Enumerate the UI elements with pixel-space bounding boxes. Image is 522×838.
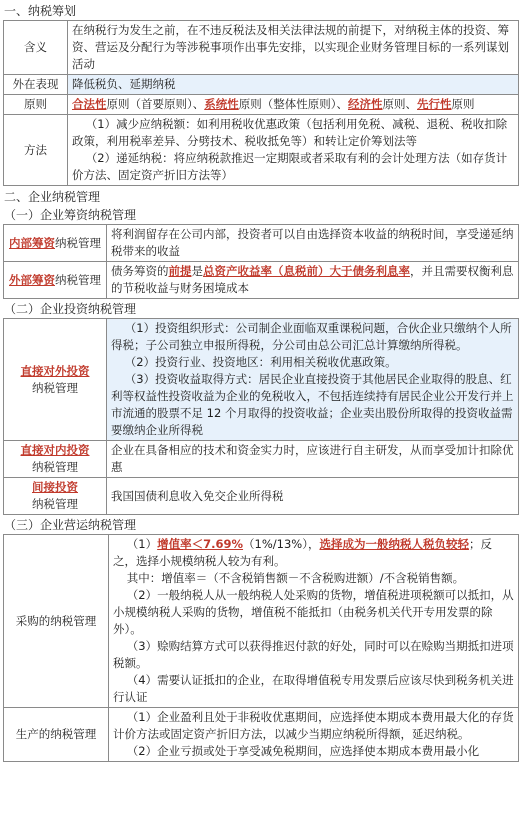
internal-financing-label [4,225,107,262]
direct-external-text [107,319,519,441]
principle-legality-note: 原则（首要原则）、 [106,97,205,111]
table-row [4,115,519,186]
investment-point-1: （1）投资组织形式：公司制企业面临双重课税问题，合伙企业只缴纳个人所得税；子公司独立申报所得税，分公司由总公司汇总计算缴纳所得税。 [111,321,512,352]
internal-financing-red: 内部筹资 [9,235,55,250]
table-row [4,535,519,708]
principle-text [68,95,519,115]
table-row [4,319,519,441]
financing-table [3,224,519,299]
table-row [4,75,519,95]
internal-financing-suffix: 纳税管理 [55,235,101,250]
principle-system: 系统性 [204,97,239,111]
direct-internal-label [4,441,107,478]
principle-economy: 经济性 [348,97,383,111]
meaning-label: 含义 [4,21,68,75]
investment-table [3,318,519,515]
general-taxpayer-red: 选择成为一般纳税人税负较轻 [319,537,469,551]
section-1-title: 一、纳税筹划 [4,4,77,18]
external-label: 外在表现 [4,75,68,95]
principle-economy-note: 原则、 [382,97,417,111]
purchase-text [109,535,519,708]
method-label: 方法 [4,115,68,186]
principle-priority-note: 原则 [451,97,475,111]
method-1: （1）减少应纳税额：如利用税收优惠政策（包括利用免税、减税、退税、税收扣除政策，利用税率差异、分劈技术、税收抵免等）和转让定价筹划法等 [72,117,508,148]
vat-rate-red: 增值率＜7.69% [157,537,244,551]
investment-subtitle: （二）企业投资纳税管理 [4,302,137,316]
principle-legality: 合法性 [72,97,107,111]
table-row [4,708,519,762]
direct-external-suffix: 纳税管理 [32,380,78,395]
table-row [4,478,519,515]
tax-planning-table [3,20,519,186]
direct-external-red: 直接对外投资 [20,363,90,378]
table-row [4,441,519,478]
external-financing-suffix: 纳税管理 [55,272,101,287]
premise-red: 前提 [168,264,192,278]
investment-point-3: （3）投资收益取得方式：居民企业直接投资于其他居民企业取得的股息、红利等权益性投资收益为企业的免税收入，不包括连续持有居民企业公开发行并上市流通的股票不足 12 个月取得的投资收益；企业卖出股份所取得的投资收益需要缴纳企业所得税 [111,372,514,437]
indirect-red: 间接投资 [32,480,78,494]
direct-internal-suffix: 纳税管理 [32,460,78,474]
table-row [4,95,519,115]
internal-financing-text: 将利润留存在公司内部，投资者可以自由选择资本收益的纳税时间，享受递延纳税带来的收益 [107,225,519,262]
table-row [4,225,519,262]
principle-priority: 先行性 [417,97,452,111]
method-text [68,115,519,186]
purchase-point-4: （4）需要认证抵扣的企业，在取得增值税专用发票后应该尽快到税务机关进行认证 [113,673,514,704]
purchase-point-3: （3）赊购结算方式可以获得推迟付款的好处，同时可以在赊购当期抵扣进项税额。 [113,639,514,670]
purchase-label: 采购的纳税管理 [4,535,109,708]
indirect-label [4,478,107,515]
principle-label: 原则 [4,95,68,115]
investment-point-2: （2）投资行业、投资地区：利用相关税收优惠政策。 [124,355,397,369]
external-financing-label [4,262,107,299]
purchase-formula: 其中：增值率＝（不含税销售额－不含税购进额）/不含税销售额。 [126,571,465,585]
external-financing-red: 外部筹资 [9,272,55,287]
meaning-text: 在纳税行为发生之前，在不违反税法及相关法律法规的前提下，对纳税主体的投资、筹资、营运及分配行为等涉税事项作出事先安排，以实现企业财务管理目标的一系列谋划活动 [68,21,519,75]
direct-external-label [4,319,107,441]
indirect-suffix: 纳税管理 [32,497,78,511]
section-2-title: 二、企业纳税管理 [4,190,101,204]
purchase-point-2: （2）一般纳税人从一般纳税人处采购的货物，增值税进项税额可以抵扣，从小规模纳税人采购的货物，增值税不能抵扣（由税务机关代开专用发票的除外）。 [113,588,514,636]
production-label: 生产的纳税管理 [4,708,109,762]
production-point-2: （2）企业亏损或处于享受减免税期间，应选择使本期成本费用最小化 [126,744,480,758]
principle-system-note: 原则（整体性原则）、 [238,97,348,111]
roa-condition-red: 总资产收益率（息税前）大于债务利息率 [203,264,410,278]
purchase-point-1: （1）增值率＜7.69%（1%/13%），选择成为一般纳税人税负较轻；反之，选择小规模纳税人较为有利。 [113,537,492,568]
external-text: 降低税负、延期纳税 [68,75,519,95]
table-row [4,21,519,75]
direct-internal-text: 企业在具备相应的技术和资金实力时，应该进行自主研发，从而享受加计扣除优惠 [107,441,519,478]
production-text [109,708,519,762]
operations-subtitle: （三）企业营运纳税管理 [4,518,137,532]
production-point-1: （1）企业盈利且处于非税收优惠期间，应选择使本期成本费用最大化的存货计价方法或固定资产折旧方法，以减少当期应纳税所得额，延迟纳税。 [113,710,514,741]
table-row [4,262,519,299]
indirect-text: 我国国债利息收入免交企业所得税 [107,478,519,515]
direct-internal-red: 直接对内投资 [20,443,90,457]
method-2: （2）递延纳税：将应纳税款推迟一定期限或者采取有利的会计处理方法（如存货计价方法、固定资产折旧方法等） [72,151,508,182]
operations-table [3,534,519,762]
external-financing-text: 债务筹资的前提是总资产收益率（息税前）大于债务利息率，并且需要权衡利息的节税收益与财务困境成本 [107,262,519,299]
financing-subtitle: （一）企业筹资纳税管理 [4,208,137,222]
